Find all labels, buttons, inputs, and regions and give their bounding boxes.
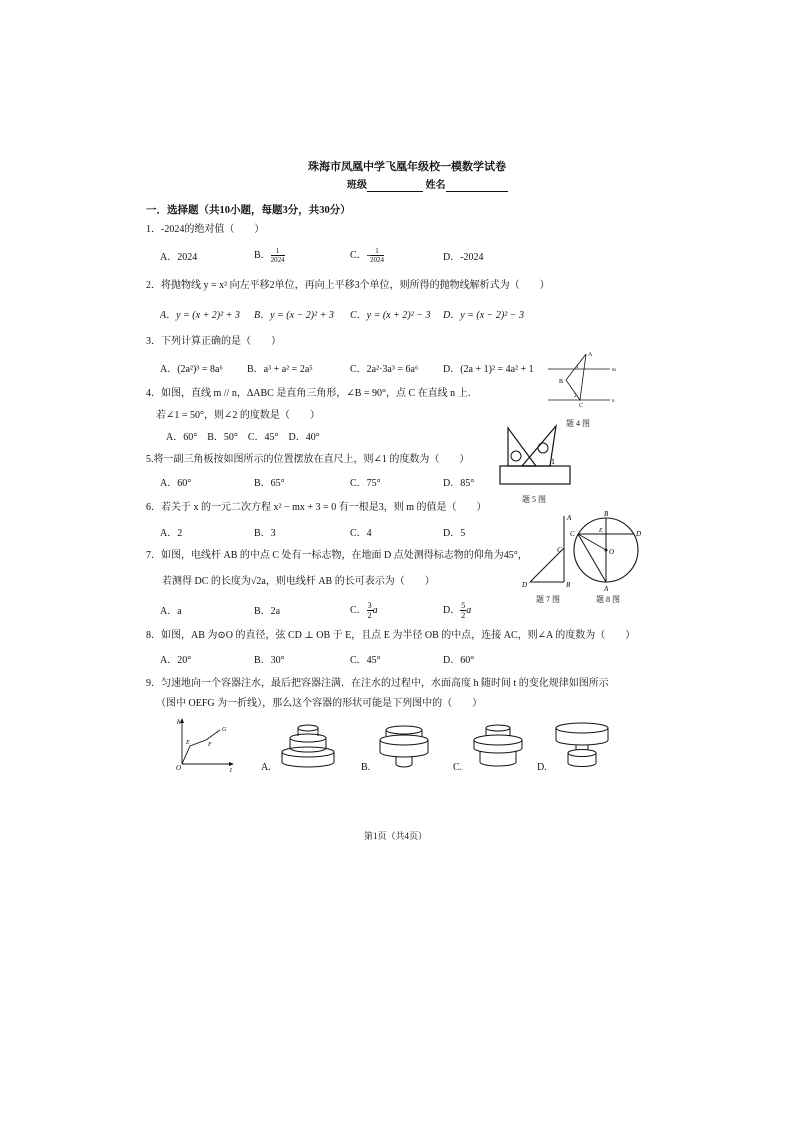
q9-label-h: h: [177, 718, 181, 726]
q7-label-d: D: [522, 581, 528, 589]
q9-option-b: B.: [361, 762, 371, 773]
q9-label-e: E: [186, 740, 190, 746]
q5-ruler: [500, 466, 570, 484]
name-label: 姓名: [425, 180, 446, 191]
q4-label-a: A: [588, 352, 593, 358]
q7-label-c: C: [557, 546, 562, 554]
q3-option-b: B．a³ + a² = 2a⁵: [247, 364, 313, 375]
q7-c-prefix: C．: [350, 604, 367, 616]
q2-option-d: D．y = (x − 2)² − 3: [443, 310, 525, 321]
q4-label-n: n: [612, 399, 615, 404]
q8-label-c: C: [570, 530, 575, 538]
q4-figure: [548, 348, 620, 410]
q9-h-arrow: [180, 718, 184, 723]
q8-label-d: D: [636, 530, 642, 538]
q7-c-den: 2: [367, 611, 372, 620]
q9-graph: [172, 716, 238, 772]
q8-segment-ac: [578, 534, 606, 582]
q8-label-b: B: [604, 510, 609, 518]
q8-option-d: D．60°: [443, 655, 475, 666]
q3-option-a: A．(2a²)³ = 8a⁶: [160, 364, 223, 375]
page-title: 珠海市凤凰中学飞凰年级校一模数学试卷: [308, 161, 506, 173]
q7-d-den: 2: [461, 611, 466, 620]
q4-stem-1: 4．如图，直线 m // n，ΔABC 是直角三角形，∠B = 90°，点 C 在直线 n 上．: [146, 388, 478, 399]
q8-figure: [568, 508, 648, 594]
q7-option-d: [443, 601, 471, 620]
q8-label-a: A: [604, 585, 609, 593]
q6-option-d: D．5: [443, 528, 466, 539]
q5-hole-1: [511, 451, 521, 461]
q2-option-b: B．y = (x − 2)² + 3: [254, 310, 334, 321]
q9-container-d: [554, 720, 610, 772]
q7-option-a: A．a: [160, 606, 182, 617]
q3-option-d: D．(2a + 1)² = 4a² + 1: [443, 364, 534, 375]
q8-option-b: B．30°: [254, 655, 285, 666]
q6-option-a: A．2: [160, 528, 183, 539]
q6-stem: 6．若关于 x 的一元二次方程 x² − mx + 3 = 0 有一根是3，则 m 的值是（ ）: [146, 502, 487, 513]
q7-option-b: B．2a: [254, 606, 281, 617]
q1-option-b: [254, 247, 285, 264]
name-blank: [446, 181, 508, 192]
q5-option-a: A．60°: [160, 478, 192, 489]
q8-option-c: C．45°: [350, 655, 381, 666]
q4-fig-caption: 题 4 图: [566, 419, 590, 428]
q7-d-prefix: D．: [443, 604, 461, 616]
q1-option-d: D．-2024: [443, 252, 484, 263]
q4-options: A．60° B．50° C．45° D．40°: [166, 432, 320, 443]
q7-d-num: 5: [461, 601, 466, 610]
q3-stem: 3．下列计算正确的是（ ）: [146, 336, 281, 347]
q6-option-b: B．3: [254, 528, 276, 539]
q9-label-g: G: [222, 727, 227, 733]
q9-label-f: F: [208, 742, 212, 748]
q1-b-den: 2024: [270, 256, 285, 264]
q1-stem: 1．-2024的绝对值（ ）: [146, 224, 265, 235]
q7-fig-caption: 题 7 图: [536, 595, 560, 604]
q9-option-c: C.: [453, 762, 463, 773]
q4-label-m: m: [612, 368, 616, 373]
q5-fig-caption: 题 5 图: [522, 495, 546, 504]
q1-c-den: 2024: [370, 256, 384, 264]
class-blank: [367, 181, 423, 192]
q5-option-b: B．65°: [254, 478, 285, 489]
q1-b-fraction: [271, 247, 285, 264]
q8-fig-caption: 题 8 图: [596, 595, 620, 604]
q8-stem: 8．如图，AB 为⊙O 的直径，弦 CD ⊥ OB 于 E，且点 E 为半径 OB 的中点，连接 AC，则∠A 的度数为（ ）: [146, 630, 636, 641]
q7-label-a: A: [567, 514, 572, 522]
q8-center-dot: [605, 549, 608, 552]
q7-c-num: 3: [367, 601, 372, 610]
q9-label-t: t: [230, 766, 232, 774]
class-label: 班级: [347, 180, 367, 191]
q2-option-c: C．y = (x + 2)² − 3: [350, 310, 431, 321]
q5-option-c: C．75°: [350, 478, 381, 489]
q1-b-num: 1: [271, 247, 285, 256]
q1-c-num: 1: [370, 247, 384, 256]
q4-label-1: 1: [576, 365, 579, 370]
q5-label-1: 1: [551, 457, 555, 466]
q8-option-a: A．20°: [160, 655, 192, 666]
q1-option-c: [350, 247, 384, 264]
q9-stem-2: （图中 OEFG 为一折线），那么这个容器的形状可能是下列图中的（ ）: [156, 698, 483, 709]
q9-container-b: [374, 722, 434, 772]
q9-graph-line: [182, 730, 220, 764]
q9-stem-1: 9．匀速地向一个容器注水，最后把容器注满．在注水的过程中，水面高度 h 随时间 t 的变化规律如图所示: [146, 678, 609, 689]
q1-b-prefix: B．: [254, 249, 271, 261]
q5-figure: [498, 422, 578, 486]
q9-option-d: D.: [537, 762, 547, 773]
q8-label-e: E: [599, 528, 603, 534]
q1-option-a: A．2024: [160, 252, 198, 263]
q5-stem: 5.将一副三角板按如图所示的位置摆放在直尺上，则∠1 的度数为（ ）: [146, 454, 470, 465]
q4-label-c: C: [579, 403, 584, 409]
q7-stem-2: 若测得 DC 的长度为√2a，则电线杆 AB 的长可表示为（ ）: [162, 576, 435, 587]
q5-triangle-left: [508, 428, 536, 466]
q2-option-a: A．y = (x + 2)² + 3: [160, 310, 240, 321]
q7-stem-1: 7．如图，电线杆 AB 的中点 C 处有一标志物，在地面 D 点处测得标志物的仰角为45°，: [146, 550, 528, 561]
q4-stem-2: 若∠1 = 50°，则∠2 的度数是（ ）: [156, 410, 320, 421]
q9-container-c: [470, 722, 526, 772]
q8-label-o: O: [609, 548, 615, 556]
q1-c-prefix: C．-: [350, 249, 370, 261]
student-info: [347, 180, 508, 192]
q7-label-b: B: [566, 581, 571, 589]
q7-option-c: [350, 601, 378, 620]
q5-option-d: D．85°: [443, 478, 475, 489]
q9-option-a: A.: [261, 762, 271, 773]
page-number: 第1页（共4页）: [364, 831, 428, 841]
q5-hole-2: [538, 443, 548, 453]
q6-option-c: C．4: [350, 528, 372, 539]
section-heading: 一．选择题（共10小题，每题3分，共30分）: [146, 205, 351, 216]
q1-c-fraction: [370, 247, 384, 264]
q9-container-a: [276, 722, 340, 772]
q7-c-suffix: a: [372, 604, 378, 616]
q4-label-2: 2: [574, 394, 577, 399]
q7-d-suffix: a: [466, 604, 472, 616]
q9-label-o: O: [176, 764, 182, 772]
q2-stem: 2．将抛物线 y = x² 向左平移2单位，再向上平移3个单位，则所得的抛物线解析式为（ ）: [146, 280, 550, 291]
q4-label-b: B: [559, 379, 564, 385]
q3-option-c: C．2a²·3a³ = 6a⁶: [350, 364, 419, 375]
